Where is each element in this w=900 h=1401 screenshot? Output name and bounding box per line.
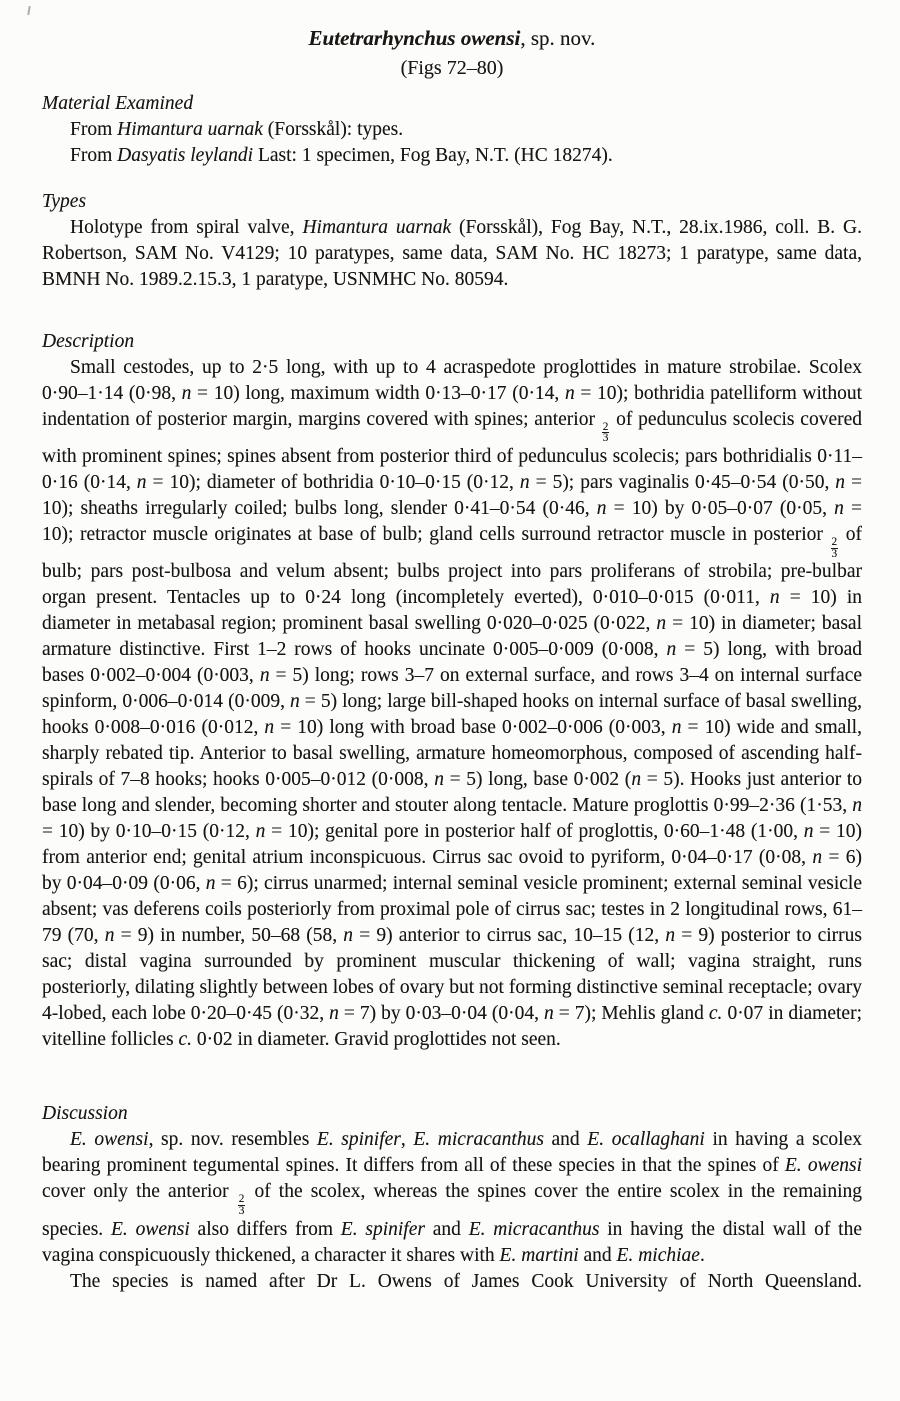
heading-discussion: Discussion (42, 1103, 128, 1125)
material-record-2: From Dasyatis leylandi Last: 1 specimen, Fog Bay, N.T. (HC 18274). (70, 145, 613, 166)
description-paragraph: Small cestodes, up to 2·5 long, with up to 4 acraspedote proglottides in mature strobilae. Scolex 0·90–1·14 (0·98, n = 10) long, maximum width 0·13–0·17 (0·14, n = 10); bothridia patelliform without indentation of posterior margin, margins covered with spines; anterior $\frac{2}{3}$ of pedunculus scolecis covered with prominent spines; spines absent from posterior third of pedunculus scolecis; pars bothridialis 0·11–0·16 (0·14, n = 10); diameter of bothridia 0·10–0·15 (0·12, n = 5); pars vaginalis 0·45–0·54 (0·50, n = 10); sheaths irregularly coiled; bulbs long, slender 0·41–0·54 (0·46, n = 10) by 0·05–0·07 (0·05, n = 10); retractor muscle originates at base of bulb; gland cells surround retractor muscle in posterior $\frac{2}{3}$ of bulb; pars post-bulbosa and velum absent; bulbs project into pars proliferans of strobila; pre-bulbar organ present. Tentacles up to 0·24 long (incompletely everted), 0·010–0·015 (0·011, n = 10) in diameter in metabasal region; prominent basal swelling 0·020–0·025 (0·022, n = 10) in diameter; basal armature distinctive. First 1–2 rows of hooks uncinate 0·005–0·009 (0·008, n = 5) long, with broad bases 0·002–0·004 (0·003, n = 5) long; rows 3–7 on external surface, and rows 3–4 on internal surface spinform, 0·006–0·014 (0·009, n = 5) long; large bill-shaped hooks on internal surface of basal swelling, hooks 0·008–0·016 (0·012, n = 10) long with broad base 0·002–0·006 (0·003, n = 10) wide and small, sharply rebated tip. Anterior to basal swelling, armature homeomorphous, composed of ascending half-spirals of 7–8 hooks; hooks 0·005–0·012 (0·008, n = 5) long, base 0·002 (n = 5). Hooks just anterior to base long and slender, becoming shorter and stouter along tentacle. Mature proglottis 0·99–2·36 (1·53, n = 10) by 0·10–0·15 (0·12, n = 10); genital pore in posterior half of proglottis, 0·60–1·48 (1·00, n = 10) from anterior end; genital atrium inconspicuous. Cirrus sac ovoid to pyriform, 0·04–0·17 (0·08, n = 6) by 0·04–0·09 (0·06, n = 6); cirrus unarmed; internal seminal vesicle prominent; external seminal vesicle absent; vas deferens coils posteriorly from proximal pole of cirrus sac; testes in 2 longitudinal rows, 61–79 (70, n = 9) in number, 50–68 (58, n = 9) anterior to cirrus sac, 10–15 (12, n = 9) posterior to cirrus sac; distal vagina surrounded by prominent muscular thickening of wall; vagina straight, runs posteriorly, dilating slightly between lobes of ovary but not forming distinctive seminal receptacle; ovary 4-lobed, each lobe 0·20–0·45 (0·32, n = 7) by 0·03–0·04 (0·04, n = 7); Mehlis gland c. 0·07 in diameter; vitelline follicles c. 0·02 in diameter. Gravid proglottides not seen. (42, 357, 863, 1051)
discussion-paragraph-1: E. owensi, sp. nov. resembles E. spinifer, E. micracanthus and E. ocallaghani in having a scolex bearing prominent tegumental spines. It differs from all of these species in that the spines of E. owensi cover only the anterior $\frac{2}{3}$ of the scolex, whereas the spines cover the entire scolex in the remaining species. E. owensi also differs from E. spinifer and E. micracanthus in having the distal wall of the vagina conspicuously thickened, a character it shares with E. martini and E. michiae. (42, 1129, 862, 1266)
heading-description: Description (42, 331, 135, 352)
types-paragraph: Holotype from spiral valve, Himantura uarnak (Forsskål), Fog Bay, N.T., 28.ix.1986, coll. B. G. Robertson, SAM No. V4129; 10 paratypes, same data, SAM No. HC 18273; 1 paratype, same data, BMNH No. 1989.2.15.3, 1 paratype, USNMHC No. 80594. (42, 217, 862, 290)
heading-material-examined: Material Examined (42, 93, 194, 114)
figures-reference: (Figs 72–80) (400, 57, 504, 79)
heading-types: Types (42, 191, 87, 212)
species-title: Eutetrarhynchus owensi, sp. nov. (308, 26, 596, 50)
discussion-paragraph-2: The species is named after Dr L. Owens of James Cook University of North Queensland. (70, 1270, 862, 1292)
scan-artifact-mark (27, 6, 30, 15)
material-record-1: From Himantura uarnak (Forsskål): types. (70, 119, 404, 140)
